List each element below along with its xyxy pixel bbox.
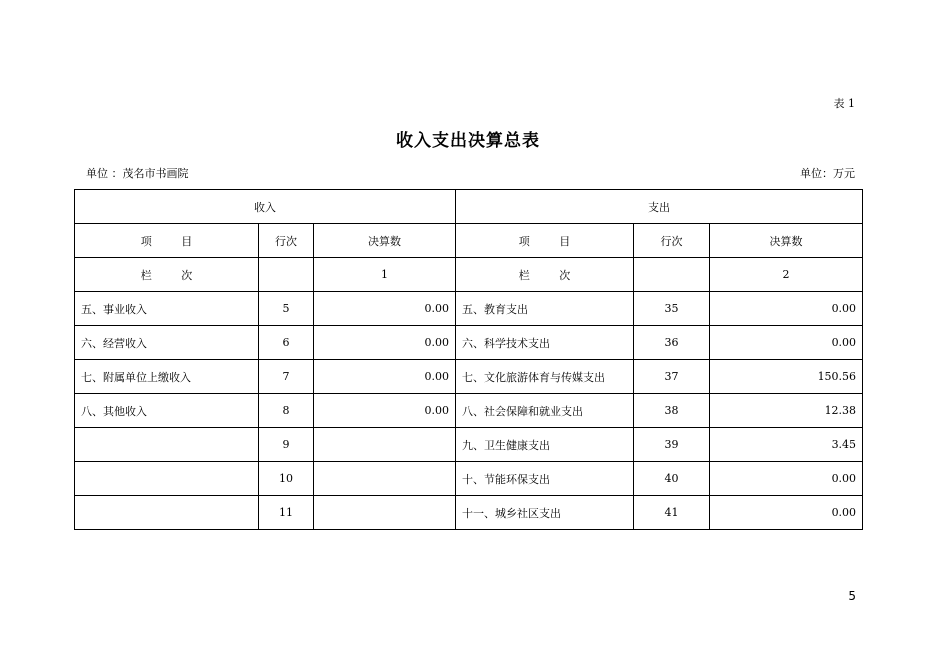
- income-row-no: 7: [259, 360, 314, 394]
- column-header-row: [75, 224, 863, 258]
- expense-amount-header: 决算数: [710, 224, 863, 258]
- page-number: 5: [848, 589, 856, 603]
- page-title: 收入支出决算总表: [396, 131, 540, 151]
- income-item: [75, 462, 259, 496]
- expense-column-blank: [634, 258, 710, 292]
- table-id: 表 1: [833, 97, 855, 110]
- table-row: [75, 292, 863, 326]
- income-amount: 0.00: [314, 326, 456, 360]
- table-row: [75, 326, 863, 360]
- expense-row-no: 39: [634, 428, 710, 462]
- expense-item: 十一、城乡社区支出: [456, 496, 634, 530]
- income-row-no: 8: [259, 394, 314, 428]
- expense-item: 九、卫生健康支出: [456, 428, 634, 462]
- income-section-header: 收入: [75, 190, 456, 224]
- income-amount: [314, 462, 456, 496]
- unit-currency: 单位：万元: [800, 167, 855, 180]
- section-header-row: [75, 190, 863, 224]
- table-row: [75, 496, 863, 530]
- unit-organization: 单位 ：茂名市书画院: [86, 167, 189, 180]
- expense-item: 五、教育支出: [456, 292, 634, 326]
- expense-amount: 0.00: [710, 326, 863, 360]
- income-expense-table: [74, 189, 863, 530]
- income-item: 六、经营收入: [75, 326, 259, 360]
- income-column-number: 1: [314, 258, 456, 292]
- expense-column-number: 2: [710, 258, 863, 292]
- income-amount: 0.00: [314, 360, 456, 394]
- expense-row-no: 36: [634, 326, 710, 360]
- income-amount: 0.00: [314, 394, 456, 428]
- expense-item: 八、社会保障和就业支出: [456, 394, 634, 428]
- income-column-label: 栏 次: [75, 258, 259, 292]
- expense-row-no-header: 行次: [634, 224, 710, 258]
- table-row: [75, 428, 863, 462]
- expense-row-no: 41: [634, 496, 710, 530]
- income-item: 七、附属单位上缴收入: [75, 360, 259, 394]
- expense-amount: 0.00: [710, 292, 863, 326]
- income-item: 五、事业收入: [75, 292, 259, 326]
- expense-amount: 3.45: [710, 428, 863, 462]
- table-row: [75, 360, 863, 394]
- income-row-no: 6: [259, 326, 314, 360]
- expense-amount: 0.00: [710, 496, 863, 530]
- expense-item: 七、文化旅游体育与传媒支出: [456, 360, 634, 394]
- income-row-no-header: 行次: [259, 224, 314, 258]
- column-number-row: [75, 258, 863, 292]
- expense-amount: 0.00: [710, 462, 863, 496]
- expense-row-no: 38: [634, 394, 710, 428]
- income-item: 八、其他收入: [75, 394, 259, 428]
- expense-amount: 12.38: [710, 394, 863, 428]
- income-row-no: 10: [259, 462, 314, 496]
- expense-column-label: 栏 次: [456, 258, 634, 292]
- income-amount: 0.00: [314, 292, 456, 326]
- expense-section-header: 支出: [456, 190, 863, 224]
- expense-item: 十、节能环保支出: [456, 462, 634, 496]
- income-row-no: 11: [259, 496, 314, 530]
- income-column-blank: [259, 258, 314, 292]
- income-amount: [314, 496, 456, 530]
- income-item: [75, 428, 259, 462]
- expense-row-no: 40: [634, 462, 710, 496]
- income-item: [75, 496, 259, 530]
- expense-item: 六、科学技术支出: [456, 326, 634, 360]
- expense-amount: 150.56: [710, 360, 863, 394]
- income-item-header: 项 目: [75, 224, 259, 258]
- income-row-no: 9: [259, 428, 314, 462]
- income-amount-header: 决算数: [314, 224, 456, 258]
- income-row-no: 5: [259, 292, 314, 326]
- income-amount: [314, 428, 456, 462]
- table-row: [75, 462, 863, 496]
- expense-row-no: 35: [634, 292, 710, 326]
- table-row: [75, 394, 863, 428]
- expense-item-header: 项 目: [456, 224, 634, 258]
- expense-row-no: 37: [634, 360, 710, 394]
